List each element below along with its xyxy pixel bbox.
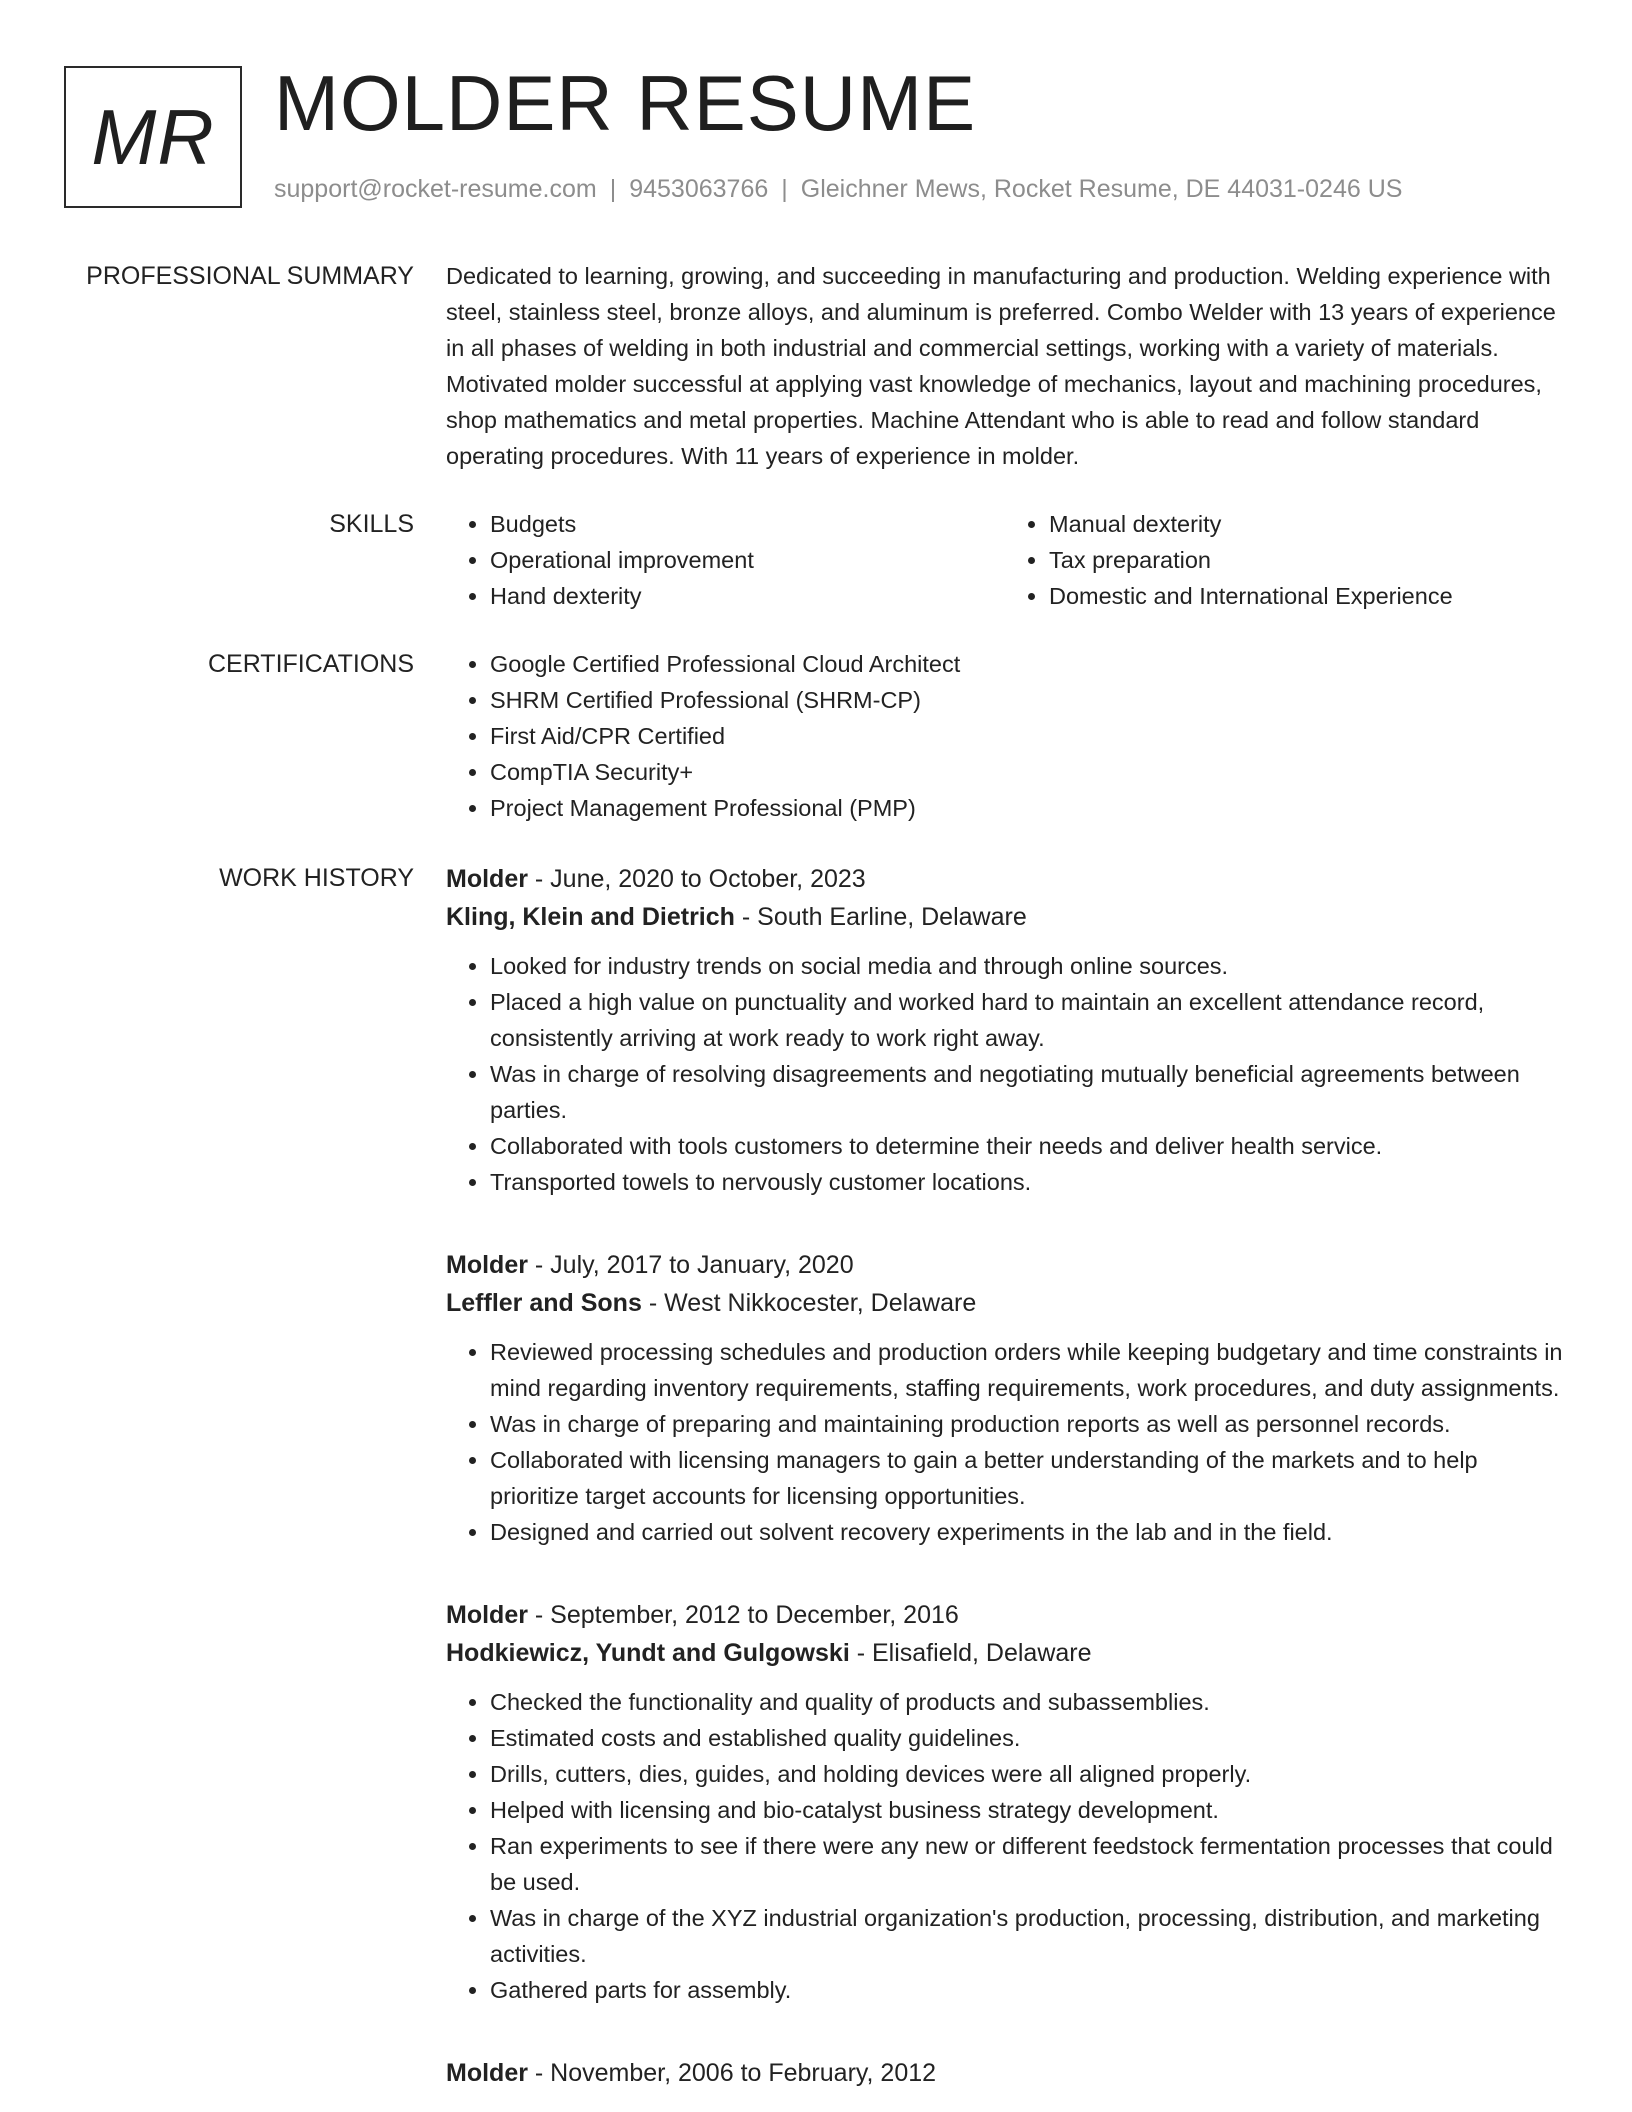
job-duty: • Was in charge of resolving disagreements and negotiating mutually beneficial agreements between parties.: [490, 1056, 1564, 1128]
job-entry: [446, 860, 1564, 1200]
job-title-line: [446, 860, 1564, 898]
job-company-line: [446, 1634, 1564, 1672]
skill-item: • Domestic and International Experience: [1049, 578, 1564, 614]
certifications-heading: CERTIFICATIONS: [207, 650, 414, 678]
job-duty: • Designed and carried out solvent recovery experiments in the lab and in the field.: [490, 1514, 1564, 1550]
summary-heading: PROFESSIONAL SUMMARY: [86, 262, 414, 290]
contact-address: Gleichner Mews, Rocket Resume, DE 44031-0246 US: [800, 175, 1403, 203]
job-duties: [446, 1684, 1564, 2008]
job-duty: • Ran experiments to see if there were any new or different feedstock fermentation processes that could be used.: [490, 1828, 1564, 1900]
job-dates: - July, 2017 to January, 2020: [527, 1251, 854, 1279]
job-duty: • Checked the functionality and quality of products and subassemblies.: [490, 1684, 1564, 1720]
certification-item: • First Aid/CPR Certified: [490, 718, 1564, 754]
certifications-list: [446, 646, 1564, 826]
skills-list-right: [1005, 506, 1564, 614]
job-duty: • Collaborated with tools customers to determine their needs and deliver health service.: [490, 1128, 1564, 1164]
job-duties: [446, 1334, 1564, 1550]
job-entry: [446, 2054, 1564, 2092]
job-company-line: [446, 1284, 1564, 1322]
summary-body: [446, 258, 1564, 474]
contact-separator: |: [781, 175, 788, 203]
job-company: Hodkiewicz, Yundt and Gulgowski: [446, 1639, 850, 1667]
skill-item: • Tax preparation: [1049, 542, 1564, 578]
job-duty: • Helped with licensing and bio-catalyst business strategy development.: [490, 1792, 1564, 1828]
job-company: Leffler and Sons: [446, 1289, 642, 1317]
job-duty: • Estimated costs and established quality guidelines.: [490, 1720, 1564, 1756]
contact-phone: 9453063766: [629, 175, 769, 203]
skills-grid: [446, 506, 1564, 614]
job-duties: [446, 948, 1564, 1200]
job-duty: • Gathered parts for assembly.: [490, 1972, 1564, 2008]
certification-item: • Project Management Professional (PMP): [490, 790, 1564, 826]
job-duty: • Was in charge of preparing and maintaining production reports as well as personnel records.: [490, 1406, 1564, 1442]
job-title-line: [446, 1596, 1564, 1634]
job-title: Molder: [446, 1601, 528, 1629]
job-dates: - June, 2020 to October, 2023: [527, 865, 866, 893]
monogram-box: [64, 66, 242, 208]
work-history-heading: WORK HISTORY: [219, 864, 414, 892]
work-history-body: [446, 860, 1564, 2092]
job-dates: - September, 2012 to December, 2016: [527, 1601, 959, 1629]
job-entry: [446, 1596, 1564, 2008]
job-location: - Elisafield, Delaware: [849, 1639, 1092, 1667]
skill-item: • Manual dexterity: [1049, 506, 1564, 542]
job-dates: - November, 2006 to February, 2012: [527, 2059, 937, 2087]
job-title-line: [446, 1246, 1564, 1284]
job-duty: • Looked for industry trends on social media and through online sources.: [490, 948, 1564, 984]
job-company: Kling, Klein and Dietrich: [446, 903, 735, 931]
job-entry: [446, 1246, 1564, 1550]
job-title: Molder: [446, 2059, 528, 2087]
job-location: - South Earline, Delaware: [734, 903, 1027, 931]
certifications-body: [446, 646, 1564, 826]
job-location: - West Nikkocester, Delaware: [641, 1289, 977, 1317]
summary-text: Dedicated to learning, growing, and succeeding in manufacturing and production. Welding experience with steel, stainless steel, bronze alloys, and aluminum is preferred. Combo Welder with 13 years of experience in all phases of welding in both industrial and commercial settings, working with a variety of materials. Motivated molder successful at applying vast knowledge of mechanics, layout and machining procedures, shop mathematics and metal properties. Machine Attendant who is able to read and follow standard operating procedures. With 11 years of experience in molder.: [446, 263, 1556, 469]
skill-item: • Operational improvement: [490, 542, 1005, 578]
contact-line: [274, 174, 1402, 204]
job-duty: • Reviewed processing schedules and production orders while keeping budgetary and time constraints in mind regarding inventory requirements, staffing requirements, work procedures, and duty assignments.: [490, 1334, 1564, 1406]
contact-email: support@rocket-resume.com: [274, 175, 597, 203]
job-title-line: [446, 2054, 1564, 2092]
job-company-line: [446, 898, 1564, 936]
skills-body: [446, 506, 1564, 614]
skill-item: • Budgets: [490, 506, 1005, 542]
certification-item: • Google Certified Professional Cloud Architect: [490, 646, 1564, 682]
skill-item: • Hand dexterity: [490, 578, 1005, 614]
resume-title: MOLDER RESUME: [274, 59, 977, 147]
job-duty: • Transported towels to nervously customer locations.: [490, 1164, 1564, 1200]
job-title: Molder: [446, 865, 528, 893]
contact-separator: |: [609, 175, 617, 203]
job-title: Molder: [446, 1251, 528, 1279]
certification-item: • CompTIA Security+: [490, 754, 1564, 790]
skills-heading: SKILLS: [329, 510, 414, 538]
job-duty: • Drills, cutters, dies, guides, and holding devices were all aligned properly.: [490, 1756, 1564, 1792]
certification-item: • SHRM Certified Professional (SHRM-CP): [490, 682, 1564, 718]
job-duty: • Was in charge of the XYZ industrial organization's production, processing, distribution, and marketing activities.: [490, 1900, 1564, 1972]
job-duty: • Placed a high value on punctuality and worked hard to maintain an excellent attendance record, consistently arriving at work ready to work right away.: [490, 984, 1564, 1056]
skills-list-left: [446, 506, 1005, 614]
job-duty: • Collaborated with licensing managers to gain a better understanding of the markets and to help prioritize target accounts for licensing opportunities.: [490, 1442, 1564, 1514]
monogram-initials: MR: [91, 92, 215, 181]
